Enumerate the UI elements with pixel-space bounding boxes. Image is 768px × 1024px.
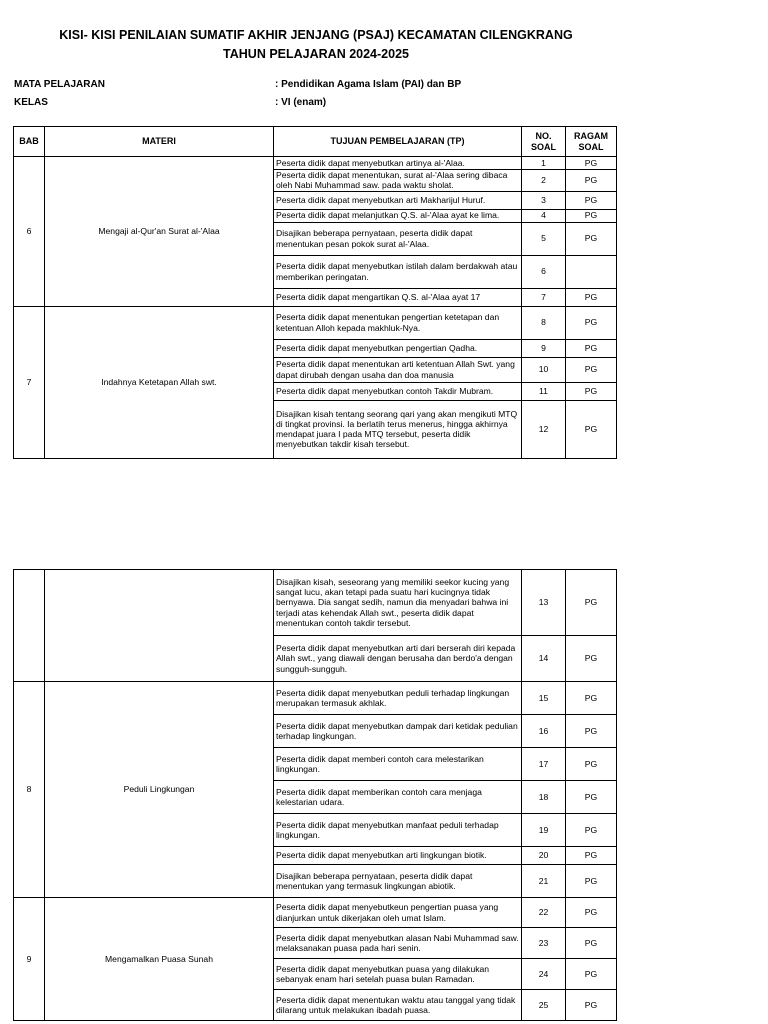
tp-cell: Peserta didik dapat menyebutkan arti dari berserah diri kepada Allah swt., yang diawali dengan berusaha dan berdo'a dengan sungguh-sungguh. <box>274 636 522 682</box>
document-subtitle: TAHUN PELAJARAN 2024-2025 <box>223 47 409 61</box>
ragam-soal-cell: PG <box>566 157 617 170</box>
no-soal-cell: 25 <box>522 990 566 1021</box>
tp-cell: Peserta didik dapat menentukan waktu atau tanggal yang tidak dilarang untuk melakukan ibadah puasa. <box>274 990 522 1021</box>
ragam-soal-cell: PG <box>566 191 617 209</box>
ragam-soal-cell: PG <box>566 357 617 382</box>
tp-cell: Peserta didik dapat menyebutkan manfaat peduli terhadap lingkungan. <box>274 814 522 847</box>
tp-cell: Peserta didik dapat memberi contoh cara melestarikan lingkungan. <box>274 748 522 781</box>
tp-cell: Peserta didik dapat menyebutkan dampak dari ketidak pedulian terhadap lingkungan. <box>274 715 522 748</box>
class-value: : VI (enam) <box>275 97 327 108</box>
ragam-soal-cell: PG <box>566 928 617 959</box>
ragam-soal-cell: PG <box>566 170 617 192</box>
materi-cell <box>45 570 274 682</box>
no-soal-cell: 15 <box>522 682 566 715</box>
materi-cell: Mengamalkan Puasa Sunah <box>45 898 274 1021</box>
ragam-soal-cell: PG <box>566 209 617 222</box>
tp-cell: Peserta didik dapat menyebutkeun pengertian puasa yang dianjurkan untuk dikerjakan oleh umat Islam. <box>274 898 522 928</box>
no-soal-cell: 14 <box>522 636 566 682</box>
no-soal-cell: 21 <box>522 865 566 898</box>
tp-cell: Disajikan beberapa pernyataan, peserta didik dapat menentukan yang termasuk lingkungan abiotik. <box>274 865 522 898</box>
tp-cell: Peserta didik dapat menentukan pengertian ketetapan dan ketentuan Alloh kepada makhluk-Nya. <box>274 306 522 339</box>
no-soal-cell: 20 <box>522 847 566 865</box>
bab-cell: 6 <box>14 157 45 307</box>
materi-cell: Mengaji al-Qur'an Surat al-'Alaa <box>45 157 274 307</box>
tp-cell: Peserta didik dapat menyebutkan arti lingkungan biotik. <box>274 847 522 865</box>
tp-cell: Peserta didik dapat menyebutkan peduli terhadap lingkungan merupakan termasuk akhlak. <box>274 682 522 715</box>
document-title: KISI- KISI PENILAIAN SUMATIF AKHIR JENJANG (PSAJ) KECAMATAN CILENGKRANG <box>59 28 573 42</box>
ragam-soal-cell: PG <box>566 222 617 255</box>
table-row <box>14 682 617 715</box>
no-soal-cell: 13 <box>522 570 566 636</box>
ragam-soal-cell: PG <box>566 898 617 928</box>
tp-cell: Peserta didik dapat menentukan, surat al-'Alaa sering dibaca oleh Nabi Muhammad saw. pada waktu sholat. <box>274 170 522 192</box>
no-soal-cell: 5 <box>522 222 566 255</box>
bab-cell: 8 <box>14 682 45 898</box>
no-soal-cell: 9 <box>522 339 566 357</box>
tp-cell: Disajikan beberapa pernyataan, peserta didik dapat menentukan pesan pokok surat al-'Alaa. <box>274 222 522 255</box>
ragam-soal-cell: PG <box>566 306 617 339</box>
ragam-soal-cell: PG <box>566 339 617 357</box>
tp-cell: Peserta didik dapat memberikan contoh cara menjaga kelestarian udara. <box>274 781 522 814</box>
ragam-soal-cell: PG <box>566 288 617 306</box>
tp-cell: Peserta didik dapat menyebutkan puasa yang dilakukan sebanyak enam hari setelah puasa bulan Ramadan. <box>274 959 522 990</box>
ragam-soal-cell: PG <box>566 847 617 865</box>
tp-cell: Peserta didik dapat menyebutkan alasan Nabi Muhammad saw. melaksanakan puasa pada hari senin. <box>274 928 522 959</box>
tp-cell: Disajikan kisah, seseorang yang memiliki seekor kucing yang sangat lucu, akan tetapi pada suatu hari kucingnya tidak bernyawa. Dia sangat sedih, namun dia menyadari bahwa ini terjadi atas kehendak Allah swt., peserta didik dapat menentukan contoh takdir tersebut. <box>274 570 522 636</box>
table-row <box>14 898 617 928</box>
header-ragam-soal: RAGAM SOAL <box>566 127 617 157</box>
tp-cell: Peserta didik dapat menyebutkan arti Makharijul Huruf. <box>274 191 522 209</box>
tp-cell: Peserta didik dapat menyebutkan istilah dalam berdakwah atau memberikan peringatan. <box>274 255 522 288</box>
no-soal-cell: 18 <box>522 781 566 814</box>
bab-cell: 9 <box>14 898 45 1021</box>
no-soal-cell: 12 <box>522 400 566 458</box>
no-soal-cell: 22 <box>522 898 566 928</box>
no-soal-cell: 3 <box>522 191 566 209</box>
ragam-soal-cell: PG <box>566 814 617 847</box>
no-soal-cell: 8 <box>522 306 566 339</box>
ragam-soal-cell: PG <box>566 382 617 400</box>
subject-label: MATA PELAJARAN <box>14 79 105 90</box>
no-soal-cell: 23 <box>522 928 566 959</box>
tp-cell: Peserta didik dapat menyebutkan artinya al-'Alaa. <box>274 157 522 170</box>
ragam-soal-cell: PG <box>566 636 617 682</box>
no-soal-cell: 6 <box>522 255 566 288</box>
materi-cell: Peduli Lingkungan <box>45 682 274 898</box>
tp-cell: Peserta didik dapat menyebutkan pengertian Qadha. <box>274 339 522 357</box>
header-no-soal: NO. SOAL <box>522 127 566 157</box>
no-soal-cell: 1 <box>522 157 566 170</box>
bab-cell: 7 <box>14 306 45 458</box>
no-soal-cell: 4 <box>522 209 566 222</box>
ragam-soal-cell: PG <box>566 748 617 781</box>
tp-cell: Peserta didik dapat melanjutkan Q.S. al-'Alaa ayat ke lima. <box>274 209 522 222</box>
ragam-soal-cell: PG <box>566 990 617 1021</box>
tp-cell: Disajikan kisah tentang seorang qari yang akan mengikuti MTQ di tingkat provinsi. Ia berlatih terus menerus, hingga akhirnya mendapat juara I pada MTQ tersebut, peserta didik menyebutkan takdir kisah tersebut. <box>274 400 522 458</box>
ragam-soal-cell: PG <box>566 959 617 990</box>
ragam-soal-cell: PG <box>566 781 617 814</box>
header-bab: BAB <box>14 127 45 157</box>
no-soal-cell: 16 <box>522 715 566 748</box>
no-soal-cell: 2 <box>522 170 566 192</box>
ragam-soal-cell: PG <box>566 715 617 748</box>
tp-cell: Peserta didik dapat menyebutkan contoh Takdir Mubram. <box>274 382 522 400</box>
no-soal-cell: 10 <box>522 357 566 382</box>
tp-cell: Peserta didik dapat mengartikan Q.S. al-'Alaa ayat 17 <box>274 288 522 306</box>
materi-cell: Indahnya Ketetapan Allah swt. <box>45 306 274 458</box>
tp-cell: Peserta didik dapat menentukan arti ketentuan Allah Swt. yang dapat dirubah dengan usaha dan doa manusia <box>274 357 522 382</box>
no-soal-cell: 7 <box>522 288 566 306</box>
ragam-soal-cell: PG <box>566 682 617 715</box>
ragam-soal-cell: PG <box>566 570 617 636</box>
ragam-soal-cell: PG <box>566 400 617 458</box>
no-soal-cell: 19 <box>522 814 566 847</box>
table-row <box>14 570 617 636</box>
grid-table-page-2 <box>13 569 617 1021</box>
no-soal-cell: 11 <box>522 382 566 400</box>
header-tp: TUJUAN PEMBELAJARAN (TP) <box>274 127 522 157</box>
no-soal-cell: 24 <box>522 959 566 990</box>
bab-cell <box>14 570 45 682</box>
no-soal-cell: 17 <box>522 748 566 781</box>
class-label: KELAS <box>14 97 48 108</box>
ragam-soal-cell: PG <box>566 865 617 898</box>
header-materi: MATERI <box>45 127 274 157</box>
subject-value: : Pendidikan Agama Islam (PAI) dan BP <box>275 79 462 90</box>
